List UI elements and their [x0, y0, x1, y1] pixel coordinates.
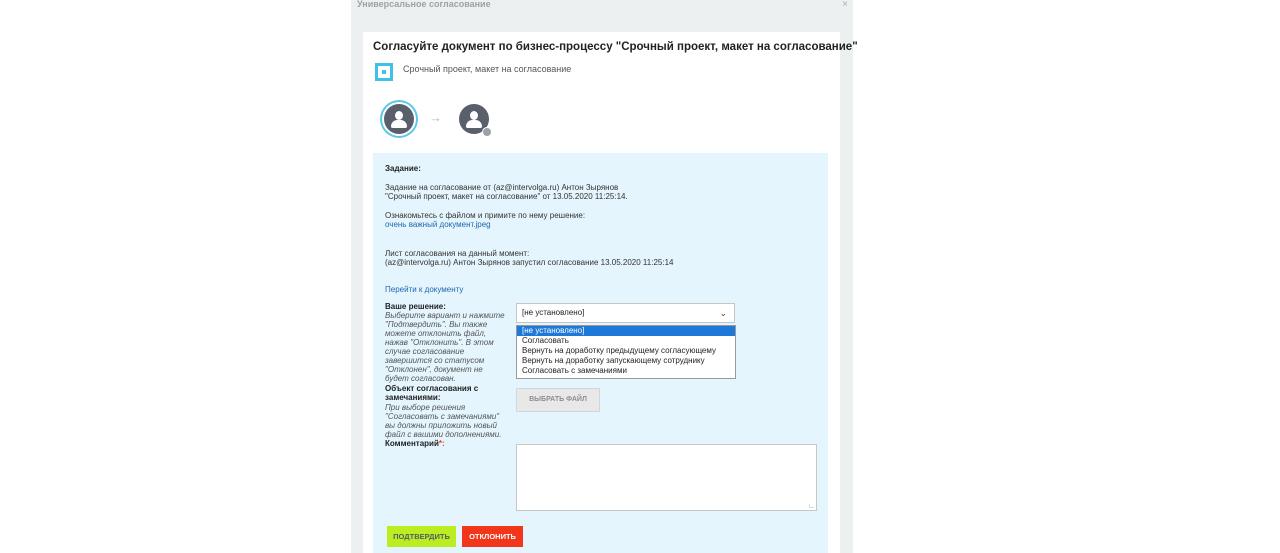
decision-hint: можете отклонить файл, — [385, 329, 487, 338]
approval-popup — [351, 0, 858, 553]
decision-hint: "Подтвердить". Вы также — [385, 320, 488, 329]
resize-handle-icon[interactable]: ∟ — [808, 503, 815, 510]
approval-card — [363, 32, 858, 553]
decision-hint: завершится со статусом — [385, 356, 485, 365]
dropdown-option[interactable]: [не установлено] — [517, 326, 735, 336]
dropdown-option[interactable]: Согласовать с замечаниями — [522, 366, 627, 375]
choose-file-button[interactable]: ВЫБРАТЬ ФАЙЛ — [516, 388, 600, 412]
user-avatar-icon — [459, 104, 489, 134]
dropdown-option[interactable]: Согласовать — [522, 336, 569, 345]
dropdown-option[interactable]: Вернуть на доработку предыдущему согласующему — [522, 346, 716, 355]
attachment-hint: При выборе решения — [385, 403, 466, 412]
attachment-hint: вы должны приложить новый — [385, 421, 498, 430]
dropdown-option[interactable]: Вернуть на доработку запускающему сотруднику — [522, 356, 705, 365]
task-line: "Срочный проект, макет на согласование" от 13.05.2020 11:25:14. — [385, 192, 628, 201]
comment-textarea[interactable] — [516, 444, 817, 511]
sheet-label: Лист согласования на данный момент: — [385, 249, 530, 258]
chevron-down-icon: ⌄ — [719, 308, 727, 318]
attachment-label: замечаниями: — [385, 393, 441, 402]
sheet-line: (az@intervolga.ru) Антон Зырянов запустил согласование 13.05.2020 11:25:14 — [385, 258, 674, 267]
user-avatar-icon — [384, 104, 414, 134]
process-name: Срочный проект, макет на согласование — [403, 64, 572, 74]
document-link[interactable]: Перейти к документу — [385, 285, 464, 294]
popup-title: Универсальное согласование — [357, 0, 491, 9]
reject-button[interactable]: ОТКЛОНИТЬ — [462, 526, 523, 547]
page-title: Согласуйте документ по бизнес-процессу "Срочный проект, макет на согласование" — [373, 41, 858, 53]
task-title: Задание: — [385, 164, 421, 173]
clock-icon — [482, 127, 492, 137]
task-panel — [373, 153, 828, 553]
file-link[interactable]: очень важный документ.jpeg — [385, 220, 491, 229]
close-icon[interactable]: × — [842, 0, 848, 10]
decision-hint: будет согласован. — [385, 374, 456, 383]
required-mark: *: — [438, 439, 445, 448]
process-square-icon — [375, 63, 393, 81]
arrow-right-icon: → — [429, 110, 442, 125]
task-instruction: Ознакомьтесь с файлом и примите по нему решение: — [385, 211, 586, 220]
decision-hint: случае согласование — [385, 347, 465, 356]
decision-select[interactable] — [516, 303, 735, 323]
confirm-button[interactable]: ПОДТВЕРДИТЬ — [387, 526, 456, 547]
decision-hint: нажав "Отклонить". В этом — [385, 338, 494, 347]
decision-hint: Выберите вариант и нажмите — [385, 311, 505, 320]
decision-label: Ваше решение: — [385, 302, 446, 311]
decision-dropdown — [516, 325, 736, 379]
attachment-hint: файл с вашими дополнениями. — [385, 430, 502, 439]
attachment-label: Объект согласования с — [385, 384, 479, 393]
attachment-hint: "Согласовать с замечаниями" — [385, 412, 500, 421]
comment-label: Комментарий*: — [385, 439, 445, 448]
decision-hint: "Отклонен", документ не — [385, 365, 483, 374]
task-line: Задание на согласование от (az@intervolga.ru) Антон Зырянов — [385, 183, 619, 192]
decision-select-value: [не установлено] — [522, 308, 585, 317]
